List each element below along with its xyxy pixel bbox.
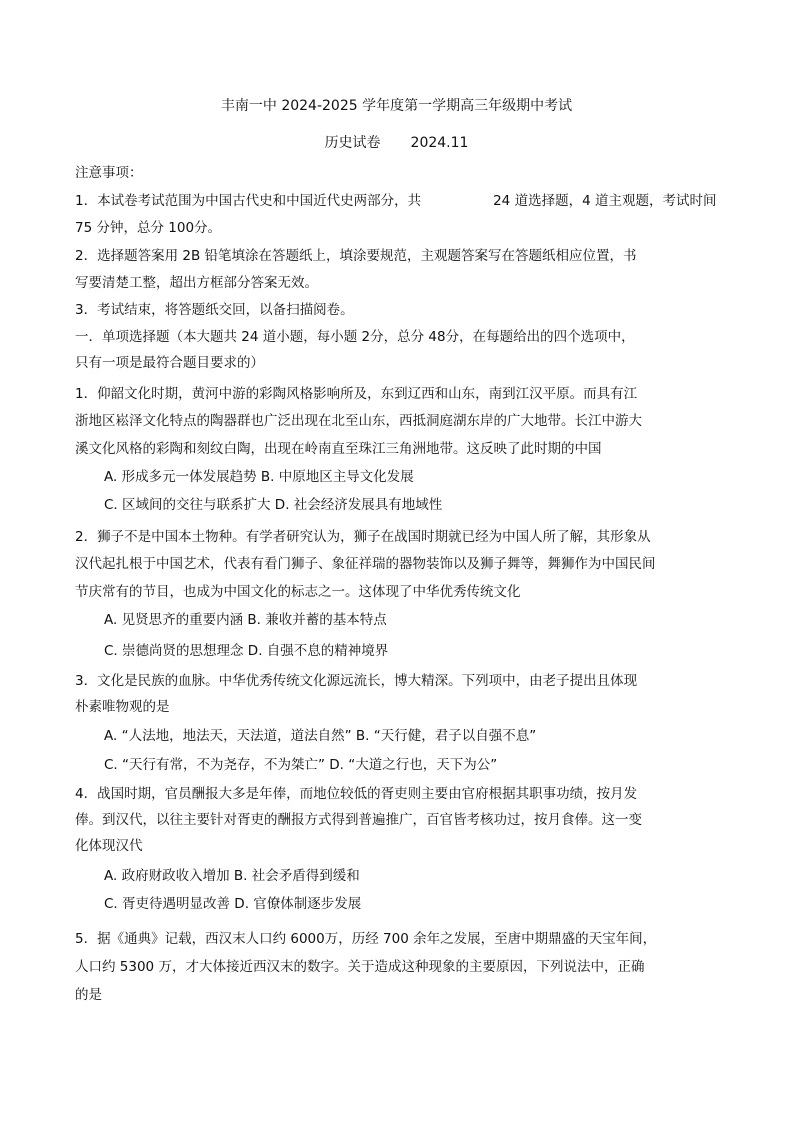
q3-stem-line: 3．文化是民族的血脉。中华优秀传统文化源远流长，博大精深。下列项中，由老子提出且体现 [75, 673, 638, 689]
exam-date: 2024.11 [410, 135, 469, 151]
q3-options-ab: A. “人法地，地法天，天法道，道法自然” B. “天行健，君子以自强不息” [104, 728, 537, 744]
q2-options-ab: A. 见贤思齐的重要内涵 B. 兼收并蓄的基本特点 [104, 612, 387, 628]
q1-stem-line: 1．仰韶文化时期，黄河中游的彩陶风格影响所及，东到辽西和山东，南到江汉平原。而具有江 [75, 386, 638, 402]
section-heading: 一．单项选择题（本大题共 24 道小题，每小题 2分，总分 48分，在每题给出的四个选项中， [75, 329, 635, 345]
note-line-3: 2．选择题答案用 2B 铅笔填涂在答题纸上，填涂要规范，主观题答案写在答题纸相应位置，书 [75, 248, 637, 264]
q4-stem-line: 化体现汉代 [75, 838, 143, 854]
q1-options-ab: A. 形成多元一体发展趋势 B. 中原地区主导文化发展 [104, 469, 414, 485]
q2-stem-line: 2．狮子不是中国本土物种。有学者研究认为，狮子在战国时期就已经为中国人所了解，其形象从 [75, 529, 651, 545]
q4-stem-line: 俸。到汉代，以往主要针对胥吏的酬报方式得到普遍推广，百官皆考核功过，按月食俸。这一变 [75, 812, 642, 828]
q2-options-cd: C. 崇德尚贤的思想理念 D. 自强不息的精神境界 [104, 643, 389, 659]
q5-stem-line: 5．据《通典》记载，西汉末人口约 6000万，历经 700 余年之发展，至唐中期鼎盛的天宝年间， [75, 931, 657, 947]
q2-stem-line: 汉代起扎根于中国艺术，代表有看门狮子、象征祥瑞的器物装饰以及狮子舞等，舞狮作为中国民间 [75, 556, 656, 572]
exam-title: 丰南一中 2024-2025 学年度第一学期高三年级期中考试 [220, 98, 573, 114]
q4-options-cd: C. 胥吏待遇明显改善 D. 官僚体制逐步发展 [104, 896, 362, 912]
note-line-4: 写要清楚工整，超出方框部分答案无效。 [75, 275, 318, 291]
q1-options-cd: C. 区域间的交往与联系扩大 D. 社会经济发展具有地域性 [104, 497, 443, 513]
note-line-1: 1．本试卷考试范围为中国古代史和中国近代史两部分，共 24 道选择题，4 道主观题，考试时间 [75, 193, 717, 209]
q3-stem-line: 朴素唯物观的是 [75, 699, 170, 715]
note-line-5: 3．考试结束，将答题纸交回，以备扫描阅卷。 [75, 302, 354, 318]
q3-options-cd: C. “天行有常，不为尧存，不为桀亡” D. “大道之行也，天下为公” [104, 757, 498, 773]
q1-stem-line: 溪文化风格的彩陶和刻纹白陶，出现在岭南直至珠江三角洲地带。这反映了此时期的中国 [75, 441, 602, 457]
exam-subtitle [0, 134, 793, 152]
notes-heading: 注意事项： [75, 165, 143, 181]
section-heading-cont: 只有一项是最符合题目要求的） [75, 355, 264, 371]
q4-stem-line: 4．战国时期，官员酬报大多是年俸，而地位较低的胥吏则主要由官府根据其职事功绩，按月发 [75, 786, 638, 802]
q2-stem-line: 节庆常有的节目，也成为中国文化的标志之一。这体现了中华优秀传统文化 [75, 584, 521, 600]
note-line-2: 75 分钟，总分 100分。 [75, 220, 222, 236]
q5-stem-line: 的是 [75, 987, 102, 1003]
subject-label: 历史试卷 [324, 135, 381, 151]
q1-stem-line: 浙地区崧泽文化特点的陶器群也广泛出现在北至山东，西抵洞庭湖东岸的广大地带。长江中游大 [75, 413, 642, 429]
q4-options-ab: A. 政府财政收入增加 B. 社会矛盾得到缓和 [104, 868, 360, 884]
q5-stem-line: 人口约 5300 万，才大体接近西汉末的数字。关于造成这种现象的主要原因，下列说法中，正确 [75, 959, 645, 975]
